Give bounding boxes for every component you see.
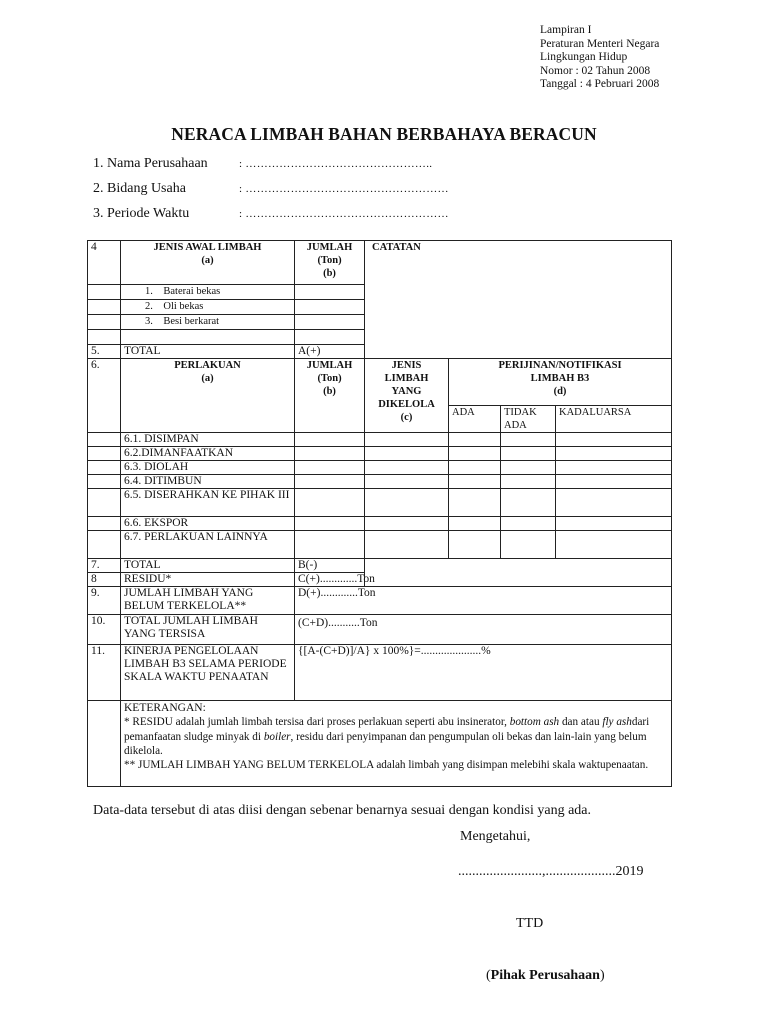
header-sub: (d) [553,386,567,397]
empty-cell [501,447,556,461]
ket-italic: fly ash [602,716,632,729]
row-value: C(+).............Ton [295,573,365,587]
total-value: A(+) [295,345,365,359]
ket-text: dan atau [559,716,603,729]
table-row [88,489,672,517]
keterangan [121,701,672,787]
document-title: NERACA LIMBAH BAHAN BERBAHAYA BERACUN [171,124,597,144]
header-sub: (a) [201,373,214,384]
empty-cell [556,475,672,489]
empty-cell [501,531,556,559]
date-line: ........................,....................2019 [458,864,644,879]
header-sub: (Ton) [317,255,342,266]
item-baterai: 1. Baterai bekas [121,285,295,300]
ket-italic: boiler [263,730,291,743]
empty-cell [295,531,365,559]
header-sub: (c) [400,412,413,423]
empty-cell [88,433,121,447]
empty-cell [365,517,449,531]
row-value: B(-) [295,559,365,573]
paren: ) [599,968,605,983]
row-label: RESIDU* [121,573,295,587]
row-value: D(+).............Ton [295,587,672,615]
empty-cell [365,475,449,489]
empty-cell [365,531,449,559]
empty-cell [295,300,365,315]
empty-cell [295,447,365,461]
ttd: TTD [516,916,544,931]
empty-cell [556,489,672,517]
row-number: 9. [88,587,121,615]
empty-cell [88,285,121,300]
row-number: 11. [88,645,121,701]
row-number: 5. [88,345,121,359]
header-label: LIMBAH B3 [530,373,590,384]
row-number: 6. [88,359,121,433]
statement: Data-data tersebut di atas diisi dengan sebenar benarnya sesuai dengan kondisi yang ada. [93,803,591,818]
empty-cell [295,489,365,517]
header-label: YANG [391,386,422,397]
header-jenis-limbah [365,359,449,433]
table-row [88,461,672,475]
header-ada: ADA [449,406,501,433]
perlakuan-disimpan: 6.1. DISIMPAN [121,433,295,447]
header-label: JENIS AWAL LIMBAH [153,242,262,253]
empty-cell [88,701,121,787]
lampiran-line: Lingkungan Hidup [540,51,628,64]
empty-cell [501,433,556,447]
empty-cell [365,433,449,447]
ket-text: , residu dari penyimpanan dan pengumpulan oli bekas dan lain-lain yang belum dikelola. [124,730,647,757]
perlakuan-diolah: 6.3. DIOLAH [121,461,295,475]
header-jenis-awal [121,241,295,285]
perlakuan-ditimbun: 6.4. DITIMBUN [121,475,295,489]
row-number: 7. [88,559,121,573]
empty-cell [501,475,556,489]
empty-cell [365,559,672,587]
table-row [88,359,672,406]
empty-cell [449,433,501,447]
total-label: TOTAL [121,345,295,359]
ket-italic: bottom ash [509,716,560,729]
keterangan-title: KETERANGAN: [124,702,206,714]
signatory [486,968,605,984]
table-row [88,645,672,701]
ket-text: dari pemanfaatan sludge minyak di [124,716,650,743]
empty-cell [449,531,501,559]
empty-cell [449,517,501,531]
header-perijinan [449,359,672,406]
keterangan-residu [124,715,668,758]
table-row [88,701,672,787]
empty-cell [88,300,121,315]
empty-cell [121,330,295,345]
field-periode-waktu [93,206,449,222]
row-label: KINERJA PENGELOLAAN LIMBAH B3 SELAMA PERIODE SKALA WAKTU PENAATAN [121,645,295,701]
header-tidak-ada [501,406,556,433]
empty-cell [295,475,365,489]
empty-cell [449,461,501,475]
empty-cell [295,461,365,475]
empty-cell [88,315,121,330]
row-number: 4 [88,241,121,285]
header-perlakuan [121,359,295,433]
empty-cell [295,315,365,330]
keterangan-belum-terkelola: ** JUMLAH LIMBAH YANG BELUM TERKELOLA adalah limbah yang disimpan melebihi skala waktupenaatan. [124,759,649,772]
mengetahui: Mengetahui, [460,829,531,844]
paren: ( [486,968,491,983]
empty-cell [365,461,449,475]
lampiran-line: Tanggal : 4 Pebruari 2008 [540,78,660,91]
field-value: : ……………………………………………… [239,183,449,195]
signatory-name: Pihak Perusahaan [490,968,600,983]
header-label: TIDAK [504,407,537,418]
header-label: JUMLAH [306,242,353,253]
field-label: 2. Bidang Usaha [93,181,186,196]
perlakuan-ekspor: 6.6. EKSPOR [121,517,295,531]
header-label: PERIJINAN/NOTIFIKASI [498,360,622,371]
empty-cell [295,433,365,447]
table-row [88,517,672,531]
lampiran-line: Nomor : 02 Tahun 2008 [540,64,651,77]
empty-cell [295,330,365,345]
item-besi: 3. Besi berkarat [121,315,295,330]
row-value: (C+D)...........Ton [295,615,672,645]
row-value: {[A-(C+D)]/A} x 100%}=.....................% [295,645,672,701]
header-jumlah-2 [295,359,365,433]
header-label: DIKELOLA [378,399,435,410]
empty-cell [88,475,121,489]
field-label: 3. Periode Waktu [93,206,190,221]
header-sub: (Ton) [317,373,342,384]
field-value: : ………………………………………….. [239,158,433,170]
field-label: 1. Nama Perusahaan [93,156,208,171]
header-label: LIMBAH [384,373,429,384]
header-label: PERLAKUAN [174,360,241,371]
field-nama-perusahaan [93,156,432,172]
row-label: TOTAL [121,559,295,573]
empty-cell [88,531,121,559]
field-bidang-usaha [93,181,449,197]
ket-text: * RESIDU adalah jumlah limbah tersisa dari proses perlakuan seperti abu insinerator, [124,716,510,729]
empty-cell [501,517,556,531]
perlakuan-lainnya: 6.7. PERLAKUAN LAINNYA [121,531,295,559]
empty-cell [556,531,672,559]
empty-cell [501,461,556,475]
empty-cell [449,475,501,489]
perlakuan-diserahkan: 6.5. DISERAHKAN KE PIHAK III [121,489,295,517]
row-label: TOTAL JUMLAH LIMBAH YANG TERSISA [121,615,295,645]
empty-cell [88,330,121,345]
header-sub: (b) [323,386,336,397]
empty-cell [88,461,121,475]
empty-cell [365,447,449,461]
table-row [88,475,672,489]
table-row [88,447,672,461]
field-value: : ……………………………………………… [239,208,449,220]
row-number: 10. [88,615,121,645]
empty-cell [556,447,672,461]
empty-cell [88,489,121,517]
header-label: JENIS [391,360,422,371]
table-row [88,433,672,447]
perlakuan-dimanfaatkan: 6.2.DIMANFAATKAN [121,447,295,461]
neraca-table [87,240,672,787]
header-label: ADA [504,420,527,431]
empty-cell [556,461,672,475]
lampiran-line: Lampiran I [540,24,592,36]
header-sub: (a) [201,255,214,266]
table-row [88,587,672,615]
empty-cell [449,489,501,517]
header-sub: (b) [323,268,336,279]
empty-cell [365,489,449,517]
empty-cell [295,285,365,300]
row-label: JUMLAH LIMBAH YANG BELUM TERKELOLA** [121,587,295,615]
empty-cell [556,433,672,447]
table-row [88,241,672,285]
empty-cell [449,447,501,461]
header-label: JUMLAH [306,360,353,371]
item-oli: 2. Oli bekas [121,300,295,315]
empty-cell [295,517,365,531]
table-row [88,615,672,645]
lampiran-block [540,24,659,92]
empty-cell [88,447,121,461]
row-number: 8 [88,573,121,587]
empty-cell [88,517,121,531]
header-kadaluarsa: KADALUARSA [556,406,672,433]
empty-cell [556,517,672,531]
header-label: CATATAN [372,242,421,253]
table-row [88,531,672,559]
table-row [88,559,672,573]
empty-cell [501,489,556,517]
header-catatan [365,241,672,359]
lampiran-line: Peraturan Menteri Negara [540,37,660,50]
header-jumlah [295,241,365,285]
